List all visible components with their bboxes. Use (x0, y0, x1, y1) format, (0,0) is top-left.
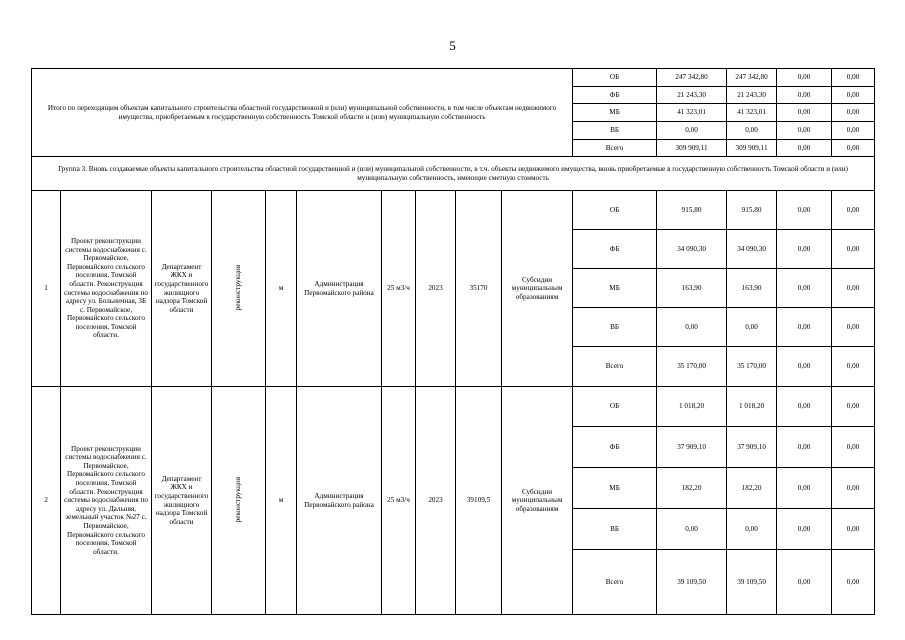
funding-value: 1 018,20 (727, 387, 777, 427)
object-cost: 35170 (456, 191, 502, 387)
funding-value: 163,90 (657, 269, 727, 308)
funding-value: 0,00 (657, 509, 727, 550)
summary-value: 0,00 (777, 69, 832, 87)
funding-value: 0,00 (777, 230, 832, 269)
funding-source: ФБ (573, 427, 657, 468)
funding-value: 0,00 (777, 269, 832, 308)
summary-value: 247 342,80 (657, 69, 727, 87)
summary-source: ОБ (573, 69, 657, 87)
funding-value: 37 909,10 (727, 427, 777, 468)
funding-value: 0,00 (777, 191, 832, 230)
funding-source: ОБ (573, 387, 657, 427)
funding-value: 0,00 (832, 347, 875, 387)
funding-value: 0,00 (832, 387, 875, 427)
funding-table (31, 68, 875, 615)
object-name: Проект реконструкции системы водоснабжения с. Первомайское, Первомайского сельского поселения, Томской области. Реконструкция системы водоснабжения по адресу ул. Больничная, 3Б с. Первомайское, Первомайского сельского поселения, Томской области. (61, 191, 152, 387)
funding-value: 0,00 (777, 509, 832, 550)
funding-value: 0,00 (777, 550, 832, 615)
funding-value: 37 909,10 (657, 427, 727, 468)
group-header: Группа 3. Вновь создаваемые объекты капитального строительства областной государственной и (или) муниципальной собственности, в т.ч. объекты недвижимого имущества, вновь приобретаемые в государственную собственность Томской области и (или) муниципальную собственность, имеющие сметную стоимость (32, 157, 875, 191)
funding-value: 0,00 (777, 347, 832, 387)
summary-value: 41 323,01 (657, 104, 727, 122)
summary-value: 21 243,30 (727, 87, 777, 104)
object-capacity: 25 м3/ч (382, 387, 416, 615)
funding-value: 182,20 (657, 468, 727, 509)
summary-value: 0,00 (832, 87, 875, 104)
summary-value: 309 909,11 (657, 140, 727, 157)
summary-value: 21 243,30 (657, 87, 727, 104)
funding-value: 0,00 (832, 427, 875, 468)
funding-value: 0,00 (727, 308, 777, 347)
object-row (32, 387, 875, 427)
summary-title: Итого по переходящим объектам капитального строительства областной государственной и (или) муниципальной собственности, в том числе объектам недвижимого имущества, приобретаемым в государственную собственность Томской области и (или) муниципальную собственность (32, 69, 573, 157)
funding-value: 0,00 (832, 191, 875, 230)
object-customer: Администрация Первомайского района (297, 387, 382, 615)
object-capacity: 25 м3/ч (382, 191, 416, 387)
summary-value: 0,00 (832, 104, 875, 122)
object-funding-form: Субсидии муниципальным образованиям (502, 387, 573, 615)
funding-value: 182,20 (727, 468, 777, 509)
object-department: Департамент ЖКХ и государственного жилищного надзора Томской области (152, 191, 212, 387)
summary-value: 0,00 (777, 104, 832, 122)
funding-source: Всего (573, 550, 657, 615)
object-number: 1 (32, 191, 61, 387)
object-work-type (212, 191, 266, 387)
funding-source: ВБ (573, 509, 657, 550)
funding-value: 915,80 (657, 191, 727, 230)
object-year: 2023 (416, 387, 456, 615)
object-unit: м (266, 191, 297, 387)
object-cost: 39109,5 (456, 387, 502, 615)
funding-value: 0,00 (832, 509, 875, 550)
funding-value: 0,00 (777, 427, 832, 468)
funding-value: 0,00 (777, 308, 832, 347)
summary-value: 247 342,80 (727, 69, 777, 87)
funding-value: 39 109,50 (727, 550, 777, 615)
funding-value: 0,00 (832, 468, 875, 509)
summary-value: 0,00 (727, 122, 777, 140)
funding-source: ВБ (573, 308, 657, 347)
funding-value: 0,00 (727, 509, 777, 550)
funding-value: 0,00 (832, 230, 875, 269)
summary-value: 0,00 (832, 69, 875, 87)
object-year: 2023 (416, 191, 456, 387)
funding-value: 0,00 (657, 308, 727, 347)
object-funding-form: Субсидии муниципальным образованиям (502, 191, 573, 387)
funding-source: МБ (573, 269, 657, 308)
summary-source: ФБ (573, 87, 657, 104)
summary-value: 0,00 (832, 122, 875, 140)
object-name: Проект реконструкции системы водоснабжения с. Первомайское, Первомайского сельского поселения, Томской области. Реконструкция системы водоснабжения по адресу ул. Дальняя, земельный участок №27 с. Первомайское, Первомайского сельского поселения, Томской области. (61, 387, 152, 615)
funding-value: 0,00 (832, 269, 875, 308)
work-type-text: реконструкция (234, 476, 243, 522)
funding-value: 0,00 (832, 550, 875, 615)
object-customer: Администрация Первомайского района (297, 191, 382, 387)
funding-value: 34 090,30 (657, 230, 727, 269)
funding-value: 35 170,00 (657, 347, 727, 387)
summary-source: МБ (573, 104, 657, 122)
work-type-text: реконструкция (234, 264, 243, 310)
page-number: 5 (449, 38, 456, 53)
funding-source: МБ (573, 468, 657, 509)
object-unit: м (266, 387, 297, 615)
summary-source: Всего (573, 140, 657, 157)
summary-source: ВБ (573, 122, 657, 140)
summary-value: 309 909,11 (727, 140, 777, 157)
funding-value: 163,90 (727, 269, 777, 308)
object-number: 2 (32, 387, 61, 615)
funding-value: 0,00 (832, 308, 875, 347)
summary-value: 0,00 (777, 140, 832, 157)
funding-source: ОБ (573, 191, 657, 230)
funding-value: 915,80 (727, 191, 777, 230)
funding-value: 39 109,50 (657, 550, 727, 615)
summary-value: 0,00 (832, 140, 875, 157)
funding-source: ФБ (573, 230, 657, 269)
funding-source: Всего (573, 347, 657, 387)
object-department: Департамент ЖКХ и государственного жилищного надзора Томской области (152, 387, 212, 615)
summary-value: 0,00 (657, 122, 727, 140)
summary-value: 0,00 (777, 87, 832, 104)
funding-value: 1 018,20 (657, 387, 727, 427)
summary-value: 41 323,01 (727, 104, 777, 122)
object-row (32, 191, 875, 230)
funding-value: 34 090,30 (727, 230, 777, 269)
summary-value: 0,00 (777, 122, 832, 140)
funding-value: 0,00 (777, 387, 832, 427)
funding-value: 35 170,00 (727, 347, 777, 387)
group-header-row (32, 157, 875, 191)
funding-value: 0,00 (777, 468, 832, 509)
object-work-type (212, 387, 266, 615)
summary-row-ob (32, 69, 875, 87)
